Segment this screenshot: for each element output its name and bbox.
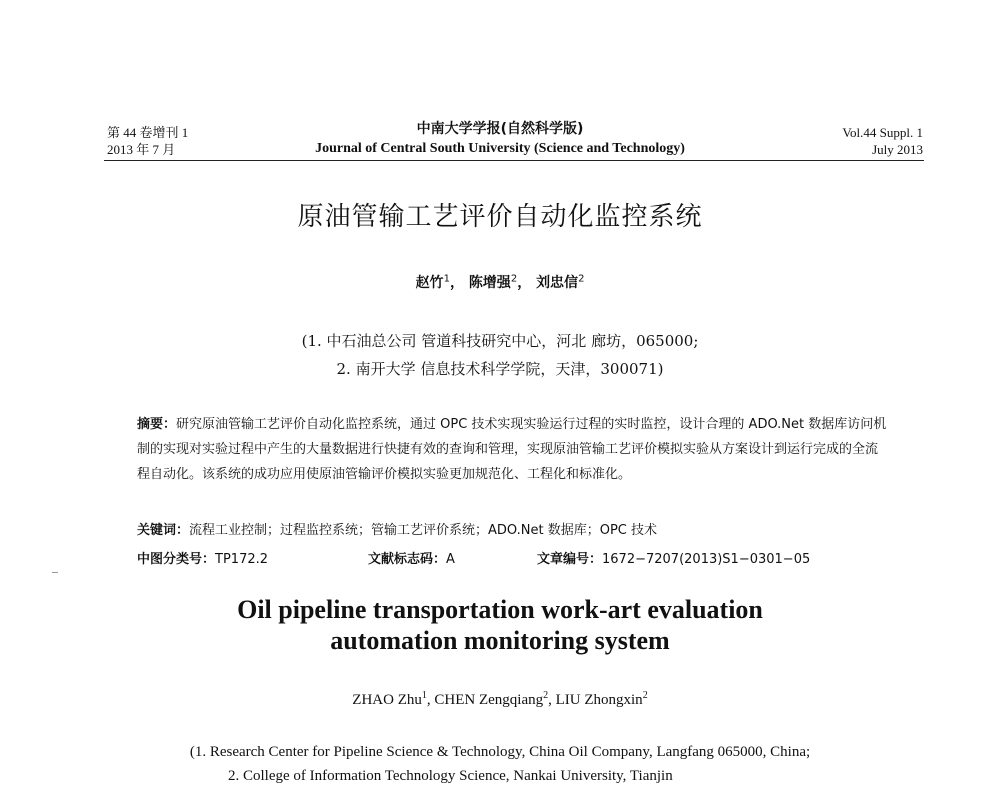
- article-id-label: 文章编号：: [537, 552, 603, 567]
- paper-title-en-line1: Oil pipeline transportation work-art evaluation: [237, 595, 763, 624]
- header-date-cn: 2013 年 7 月: [107, 142, 176, 157]
- paper-title-cn: 原油管输工艺评价自动化监控系统: [297, 202, 703, 232]
- clc-value: TP172.2: [215, 552, 269, 567]
- paper-title-en-line2: automation monitoring system: [330, 626, 670, 655]
- author-affil-sup: 2: [543, 690, 549, 701]
- abstract-text: 研究原油管输工艺评价自动化监控系统，通过 OPC 技术实现实验运行过程的实时监控，设计合理的 ADO.Net 数据库访问机制的实现对实验过程中产生的大量数据进行快捷有效的查询和管理，实现原油管输工艺评价模拟实验从方案设计到运行完成的全流程自动化。该系统的成功应用使原油管输评价模拟实验更加规范化、工程化和标准化。: [137, 417, 887, 482]
- author-name: 陈增强: [468, 275, 511, 291]
- document-code: [368, 548, 455, 567]
- article-id: [537, 548, 810, 567]
- doc-code-value: A: [446, 552, 455, 567]
- header-volume-issue: 第 44 卷增刊 1: [107, 125, 189, 140]
- journal-name-en: Journal of Central South University (Science and Technology): [315, 141, 685, 156]
- author-affil-sup: 2: [510, 273, 518, 285]
- author-name: 刘忠信: [536, 275, 579, 291]
- author-affil-sup: 2: [642, 690, 648, 701]
- paper-title-en: [0, 594, 1000, 656]
- affiliation-cn-1: (1. 中石油总公司 管道科技研究中心，河北 廊坊，065000;: [301, 332, 699, 350]
- margin-mark: [52, 572, 58, 573]
- author-affil-sup: 2: [578, 273, 585, 285]
- keywords-label: 关键词：: [137, 523, 190, 538]
- abstract-label: 摘要：: [137, 417, 177, 432]
- doc-code-label: 文献标志码：: [368, 552, 447, 567]
- affiliation-en-1: (1. Research Center for Pipeline Science & Technology, China Oil Company, Langfang 065000, China;: [189, 744, 811, 760]
- clc-number: [137, 548, 268, 567]
- authors-cn: 赵竹$^1$， 陈增强$^2$， 刘忠信$^2$: [415, 273, 585, 291]
- authors-en: ZHAO Zhu$^1$, CHEN Zengqiang$^2$, LIU Zhongxin$^2$: [352, 690, 648, 708]
- author-affil-sup: 1: [421, 690, 427, 701]
- affiliation-en-2-partial: 2. College of Information Technology Science, Nankai University, Tianjin: [228, 768, 673, 784]
- author-name-en: LIU Zhongxin: [555, 692, 643, 708]
- header-volume-en: [842, 124, 923, 158]
- header-volume-suppl: Vol.44 Suppl. 1: [842, 125, 923, 140]
- article-id-value: 1672−7207(2013)S1−0301−05: [602, 552, 811, 567]
- header-rule: [104, 160, 924, 161]
- header-date-en: July 2013: [872, 142, 923, 157]
- author-name-en: CHEN Zengqiang: [434, 692, 544, 708]
- affiliation-cn-2: 2. 南开大学 信息技术科学学院，天津，300071): [336, 360, 664, 378]
- keywords-text: 流程工业控制；过程监控系统；管输工艺评价系统；ADO.Net 数据库；OPC 技术: [189, 523, 657, 538]
- keywords: [137, 519, 889, 538]
- author-affil-sup: 1: [443, 273, 450, 285]
- abstract: [137, 412, 889, 487]
- author-name-en: ZHAO Zhu: [352, 692, 422, 708]
- author-name: 赵竹: [415, 275, 444, 291]
- journal-name-cn: 中南大学学报(自然科学版): [416, 121, 584, 137]
- clc-label: 中图分类号：: [137, 552, 216, 567]
